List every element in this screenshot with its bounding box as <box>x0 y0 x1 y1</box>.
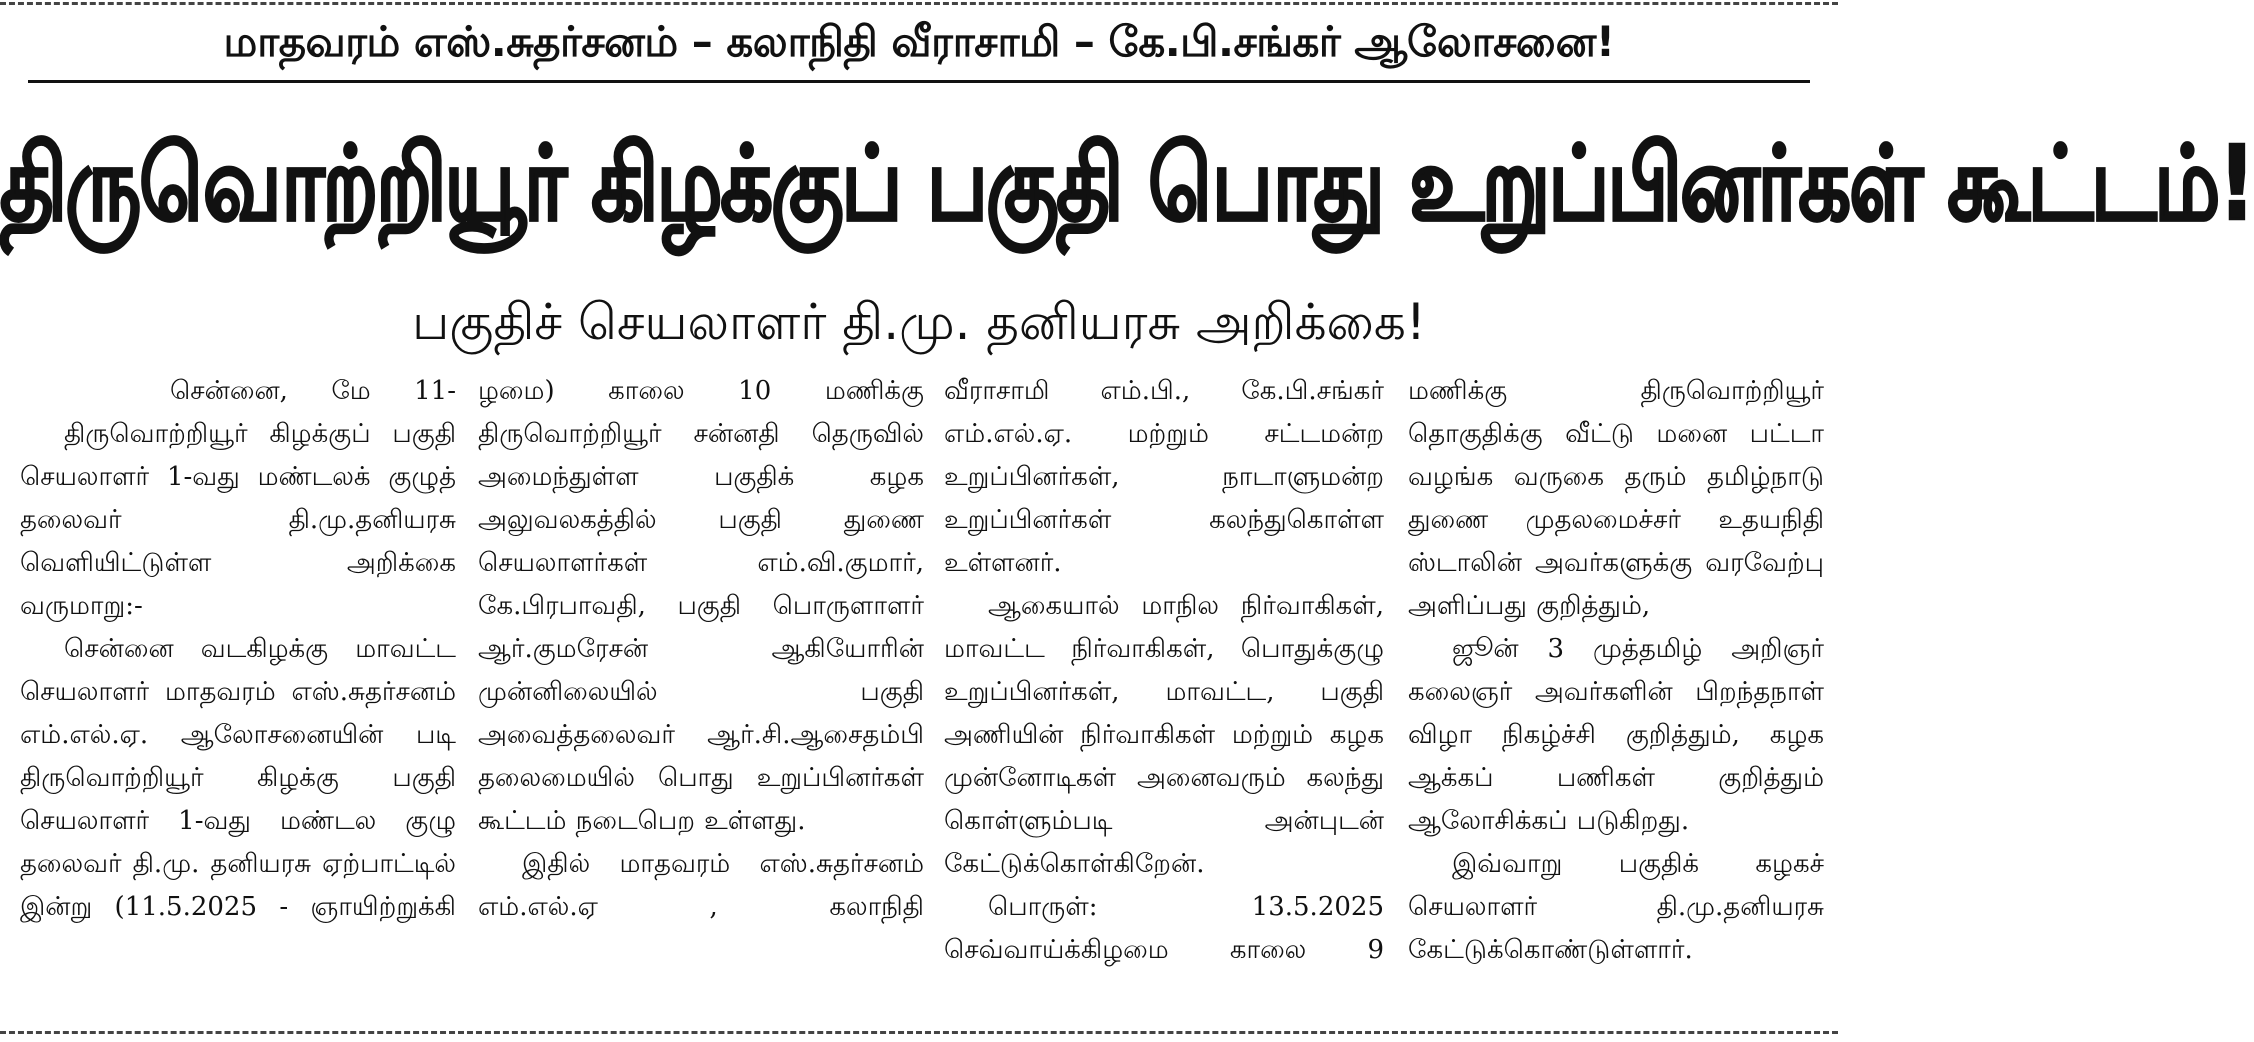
column-4 <box>1408 370 1824 1010</box>
headline: திருவொற்றியூர் கிழக்குப் பகுதி பொது உறுப்பினர்கள் கூட்டம்! <box>0 125 2254 244</box>
paragraph: இவ்வாறு பகுதிக் கழகச் செயலாளர் தி.மு.தனியரசு கேட்டுக்கொண்டுள்ளார். <box>1408 849 1824 965</box>
paragraph: ஆகையால் மாநில நிர்வாகிகள், மாவட்ட நிர்வாகிகள், பொதுக்குழு உறுப்பினர்கள், மாவட்ட, பகுதி அணியின் நிர்வாகிகள் மற்றும் கழக முன்னோடிகள் அனைவரும் கலந்து கொள்ளும்படி அன்புடன் கேட்டுக்கொள்கிறேன். <box>944 591 1384 879</box>
column-2 <box>478 370 924 1010</box>
dateline: சென்னை, மே 11- <box>170 376 456 406</box>
subheadline: பகுதிச் செயலாளர் தி.மு. தனியரசு அறிக்கை! <box>412 293 1426 351</box>
kicker-line: மாதவரம் எஸ்.சுதர்சனம் – கலாநிதி வீராசாமி – கே.பி.சங்கர் ஆலோசனை! <box>223 17 1615 66</box>
paragraph: ழமை) காலை 10 மணிக்கு திருவொற்றியூர் சன்னதி தெருவில் அமைந்துள்ள பகுதிக் கழக அலுவலகத்தில் பகுதி துணை செயலாளர்கள் எம்.வி.குமார், கே.பிரபாவதி, பகுதி பொருளாளர் ஆர்.குமரேசன் ஆகியோரின் முன்னிலையில் பகுதி அவைத்தலைவர் ஆர்.சி.ஆசைதம்பி தலைமையில் பொது உறுப்பினர்கள் கூட்டம் நடைபெற உள்ளது. <box>478 376 924 836</box>
paragraph: திருவொற்றியூர் கிழக்குப் பகுதி செயலாளர் 1-வது மண்டலக் குழுத் தலைவர் தி.மு.தனியரசு வெளியிட்டுள்ள அறிக்கை வருமாறு:- <box>20 419 456 621</box>
paragraph: பொருள்: 13.5.2025 செவ்வாய்க்கிழமை காலை 9 <box>944 892 1384 965</box>
article-body <box>14 370 1824 1010</box>
kicker-underline <box>28 80 1810 83</box>
paragraph: ஜூன் 3 முத்தமிழ் அறிஞர் கலைஞர் அவர்களின் பிறந்தநாள் விழா நிகழ்ச்சி குறித்தும், கழக ஆக்கப் பணிகள் குறித்தும் ஆலோசிக்கப் படுகிறது. <box>1408 634 1824 836</box>
paragraph: வீராசாமி எம்.பி., கே.பி.சங்கர் எம்.எல்.ஏ. மற்றும் சட்டமன்ற உறுப்பினர்கள், நாடாளுமன்ற உறுப்பினர்கள் கலந்துகொள்ள உள்ளனர். <box>944 376 1384 578</box>
paragraph: சென்னை வடகிழக்கு மாவட்ட செயலாளர் மாதவரம் எஸ்.சுதர்சனம் எம்.எல்.ஏ. ஆலோசனையின் படி திருவொற்றியூர் கிழக்கு பகுதி செயலாளர் 1-வது மண்டல குழு தலைவர் தி.மு. தனியரசு ஏற்பாட்டில் இன்று (11.5.2025 - ஞாயிற்றுக்கி <box>20 634 456 922</box>
column-3 <box>944 370 1384 1010</box>
paragraph: இதில் மாதவரம் எஸ்.சுதர்சனம் எம்.எல்.ஏ , கலாநிதி <box>478 849 924 922</box>
column-1 <box>20 370 456 1010</box>
bottom-dashed-border <box>0 1031 1838 1034</box>
paragraph: மணிக்கு திருவொற்றியூர் தொகுதிக்கு வீட்டு மனை பட்டா வழங்க வருகை தரும் தமிழ்நாடு துணை முதலமைச்சர் உதயநிதி ஸ்டாலின் அவர்களுக்கு வரவேற்பு அளிப்பது குறித்தும், <box>1408 376 1824 621</box>
top-dashed-border <box>0 2 1838 5</box>
